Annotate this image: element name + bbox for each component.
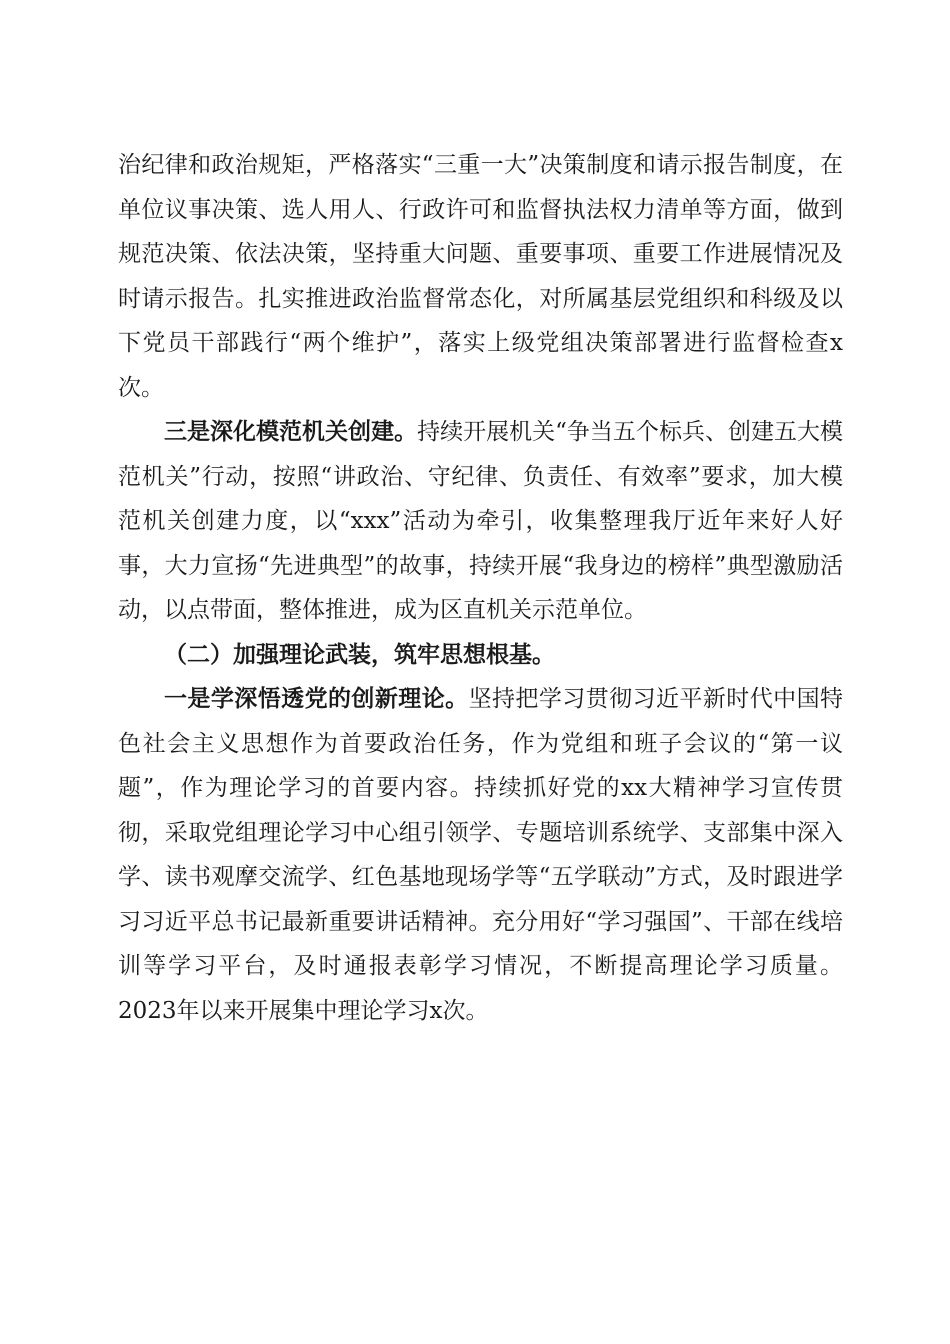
- paragraph-model-agency-text: 持续开展机关“争当五个标兵、创建五大模范机关”行动，按照“讲政治、守纪律、负责任、有效率”要求，加大模范机关创建力度，以“xxx”活动为牵引，收集整理我厅近年来好人好事，大力宣扬“先进典型”的故事，持续开展“我身边的榜样”典型激励活动，以点带面，整体推进，成为区直机关示范单位。: [118, 419, 843, 623]
- paragraph-model-agency: [118, 410, 843, 633]
- paragraph-continuation-text: 治纪律和政治规矩，严格落实“三重一大”决策制度和请示报告制度，在单位议事决策、选人用人、行政许可和监督执法权力清单等方面，做到规范决策、依法决策，坚持重大问题、重要事项、重要工作进展情况及时请示报告。扎实推进政治监督常态化，对所属基层党组织和科级及以下党员干部践行“两个维护”，落实上级党组决策部署进行监督检查x次。: [118, 152, 843, 401]
- paragraph-model-agency-lead: 三是深化模范机关创建。: [164, 418, 418, 445]
- paragraph-innovation-theory-text: 坚持把学习贯彻习近平新时代中国特色社会主义思想作为首要政治任务，作为党组和班子会议的“第一议题”，作为理论学习的首要内容。持续抓好党的xx大精神学习宣传贯彻，采取党组理论学习中心组引领学、专题培训系统学、支部集中深入学、读书观摩交流学、红色基地现场学等“五学联动”方式，及时跟进学习习近平总书记最新重要讲话精神。充分用好“学习强国”、干部在线培训等学习平台，及时通报表彰学习情况，不断提高理论学习质量。2023年以来开展集中理论学习x次。: [118, 686, 844, 1024]
- section-heading-theory-text: （二）加强理论武装，筑牢思想根基。: [164, 640, 555, 668]
- paragraph-continuation: [118, 143, 843, 410]
- paragraph-innovation-theory-lead: 一是学深悟透党的创新理论。: [164, 685, 469, 712]
- section-heading-theory: [118, 633, 843, 678]
- paragraph-innovation-theory: [118, 677, 843, 1033]
- document-body: [118, 143, 843, 1033]
